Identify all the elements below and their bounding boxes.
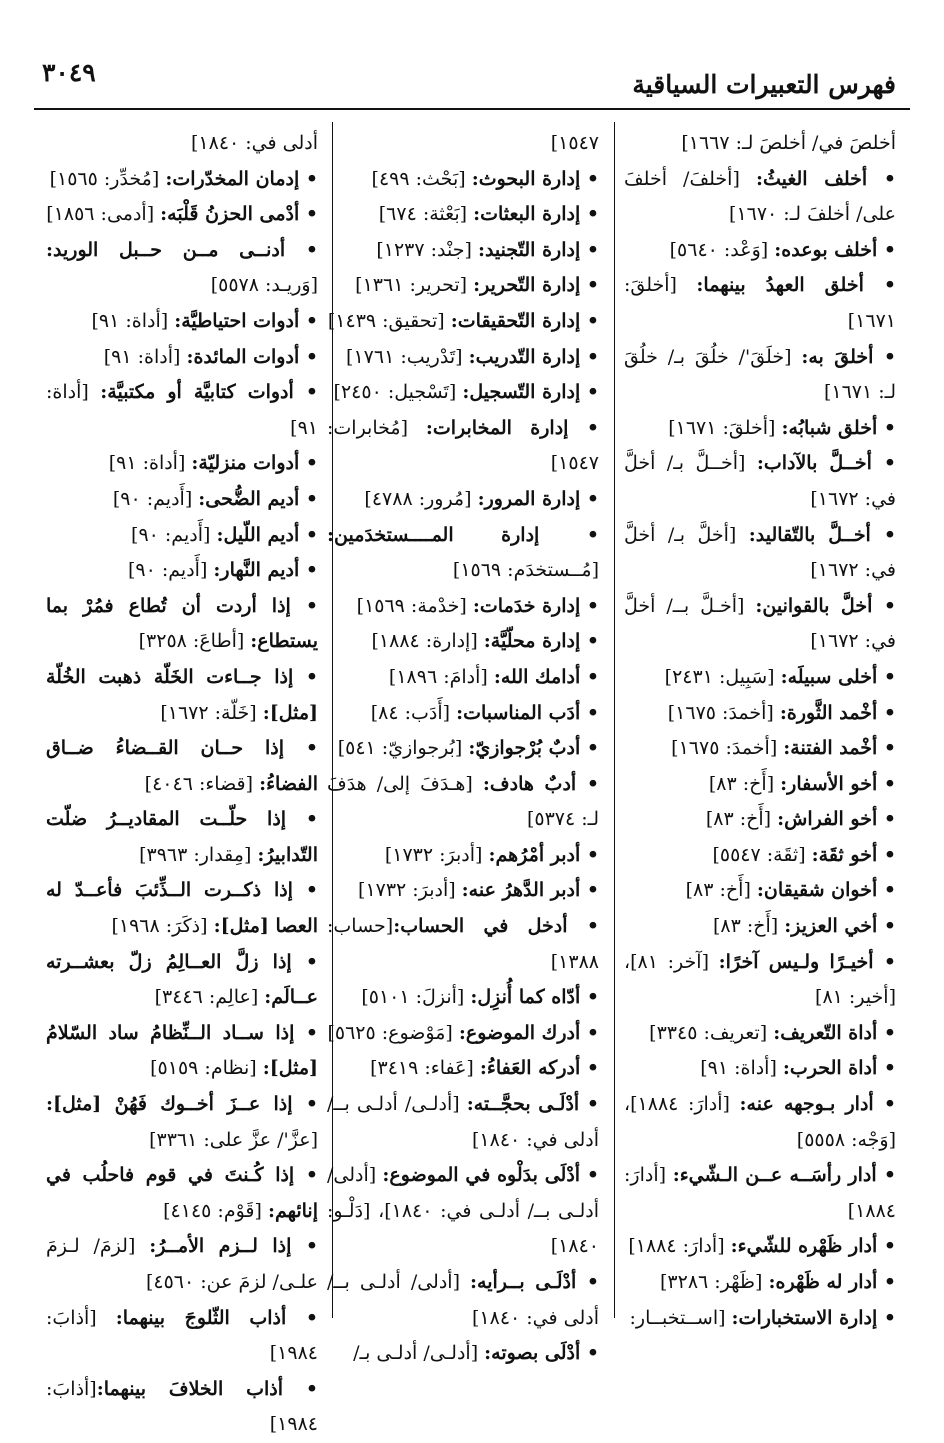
index-reference: [أدارَ: ١٨٨٤]، [وَجْه: ٥٥٥٨] [624, 1093, 896, 1151]
index-term: أدْلَـى بــرأيه: [470, 1271, 577, 1293]
index-entry [624, 909, 896, 945]
index-reference: [حساب: ١٣٨٨] [327, 915, 599, 973]
index-entry [624, 1158, 896, 1229]
index-entry [327, 1336, 599, 1372]
index-column-middle [327, 126, 599, 1372]
index-reference: [أخلقَ: ١٦٧١] [668, 416, 782, 439]
index-entry [327, 1158, 599, 1265]
index-reference: [أدلى/ أدلـى بــ/ أدلـى في: ١٨٤٠]، [دَلْـو: ١٨٤٠] [327, 1164, 599, 1258]
index-term: أدْمى الحزنُ قَلْبَه: [160, 203, 300, 226]
index-entry [327, 838, 599, 874]
index-reference: [آخر: ٨١]، [أخير: ٨١] [624, 950, 896, 1009]
index-reference: أخلصَ في/ أخلصَ لـ: ١٦٦٧] [681, 132, 896, 154]
index-term: إدارة التّحقيقات: [450, 309, 581, 332]
index-term: أداة الحرب: [782, 1057, 878, 1080]
index-term: إدارة المــــستخدَمين: [327, 523, 540, 546]
index-reference: [قَوْم: ٤١٤٥] [163, 1199, 268, 1222]
index-entry [327, 589, 599, 625]
index-entry [46, 553, 318, 589]
index-entry [46, 233, 318, 304]
index-term: أخلى سبيلَه: [780, 665, 878, 688]
index-term: أدار ظَهْره للشّيء: [730, 1235, 878, 1258]
index-reference: [أدمى: ١٨٥٦] [46, 203, 161, 226]
index-column-left [46, 126, 318, 1443]
index-term: إدارة المخابرات: [425, 416, 569, 439]
index-term: إدارة خدَمات: [472, 594, 581, 617]
index-term: أخو الفراش: [777, 808, 878, 831]
index-term: أخيـرًا ولـيس آخرًا: [718, 950, 874, 973]
index-term: أدوات احتياطيَّة: [174, 309, 300, 332]
index-reference: [بَعْثة: ٦٧٤] [378, 203, 474, 226]
index-reference: [أداة: ٩١] [108, 452, 192, 475]
index-reference: [بَحْث: ٤٩٩] [371, 167, 472, 190]
index-entry [327, 624, 599, 660]
index-term: أذاب الخلافَ بينهما: [96, 1377, 283, 1400]
index-term: أدامك الله: [493, 665, 581, 688]
index-term: إدارة التّجنيد: [477, 238, 581, 261]
index-term: إدارة التّحرير: [473, 274, 581, 297]
index-entry [624, 945, 896, 1016]
index-entry [327, 340, 599, 376]
index-entry [46, 945, 318, 1016]
index-reference: [وَعْد: ٥٦٤٠] [669, 238, 775, 261]
index-term: أدار بـوجهه عنه: [739, 1093, 874, 1116]
index-entry [46, 1372, 318, 1443]
index-entry [624, 1265, 896, 1301]
index-entry [624, 1087, 896, 1158]
index-term: أدنــى مــن حــبل الوريد: [46, 238, 286, 261]
index-entry [327, 767, 599, 838]
index-entry [624, 411, 896, 447]
index-term: أدركه العَفاءُ: [479, 1057, 581, 1080]
index-reference: [تَدْريب: ١٧٦١] [346, 345, 469, 368]
index-term: إذا زلَّ العــالِمُ زلّ بعشــرته عــالَم: [46, 950, 318, 1009]
index-reference: [أَخ: ٨٣] [708, 772, 781, 795]
index-term: أدبر الدَّهرُ عنه: [461, 879, 581, 902]
page-title: فهرس التعبيرات السياقية [632, 70, 896, 99]
index-term: إدارة الاستخبارات: [731, 1306, 878, 1329]
index-entry [46, 1016, 318, 1087]
index-entry [46, 340, 318, 376]
index-term: إذا جــاءت الخَلّة ذهبت الخُلّة [مثل]: [46, 665, 318, 724]
index-term: إذا حــان القــضاءُ ضــاق الفضاءُ: [46, 737, 318, 795]
index-reference: [أخمدَ: ١٦٧٥] [671, 737, 784, 760]
index-term: أخلق شبابُه: [781, 416, 878, 439]
index-term: إذا لــزم الأمــرُ: [149, 1235, 292, 1258]
index-term: إدارة التّسجيل: [462, 381, 581, 404]
index-reference: [أَخ: ٨٣] [705, 808, 778, 831]
index-reference: [عَفاء: ٣٤١٩] [370, 1057, 480, 1080]
column-divider [332, 122, 333, 1318]
index-reference: [أدلـى/ أدلـى بـ/ [353, 1342, 485, 1365]
index-entry [327, 268, 599, 304]
index-entry [624, 731, 896, 767]
index-term: إدارة المرور: [477, 487, 581, 510]
index-reference: [اســتخبــار: [629, 1306, 732, 1329]
index-term: أذاب الثّلوجَ بينهما: [115, 1306, 287, 1329]
index-entry [46, 375, 318, 446]
index-reference: [أدارَ: ١٨٨٤] [628, 1235, 731, 1258]
index-reference: [أداة: ٩١] [103, 345, 187, 368]
index-reference: [أداة: ٩١] [700, 1057, 783, 1080]
index-entry [46, 1229, 318, 1300]
page-number: ٣٠٤٩ [42, 58, 96, 87]
index-reference: [ظَهْر: ٣٢٨٦] [659, 1271, 769, 1293]
index-entry [46, 802, 318, 873]
index-term: إدارة محلّيَّة: [483, 630, 581, 653]
index-reference: [خَلّة: ١٦٧٢] [160, 701, 263, 724]
index-reference: [مُرور: ٤٧٨٨] [364, 487, 478, 510]
index-reference: [أطاعَ: ٣٢٥٨] [138, 630, 251, 653]
index-reference: [أَخ: ٨٣] [712, 915, 785, 938]
index-entry [46, 197, 318, 233]
column-divider [614, 122, 615, 1318]
index-entry [46, 162, 318, 198]
index-entry [327, 126, 599, 162]
index-entry [46, 873, 318, 944]
index-entry [327, 304, 599, 340]
index-reference: [مِقدار: ٣٩٦٣] [139, 843, 258, 866]
index-term: أدْلَى بصوته: [484, 1342, 581, 1365]
index-term: إدارة التّدريب: [468, 345, 581, 368]
index-entry [624, 696, 896, 732]
index-entry [624, 767, 896, 803]
index-reference: [أخـلَّ بــ/ أخلَّ في: ١٦٧٢] [624, 594, 896, 653]
index-reference: [أداة: ٩١] [91, 309, 175, 332]
index-column-right [624, 126, 896, 1336]
index-entry [46, 731, 318, 802]
index-reference: [تَسْجيل: ٢٤٥٠] [333, 381, 463, 404]
index-term: أدوات المائدة: [186, 345, 300, 368]
index-term: إذا ســاد الــنِّظامُ ساد السّلامُ [مثل]: [46, 1021, 318, 1080]
index-reference: [أدلى/ أدلـى بــ/ أدلى في: ١٨٤٠] [327, 1271, 599, 1329]
index-term: أدبٌ بُرْجوازيّ: [468, 737, 581, 760]
index-reference: [أخلقَ: ١٦٧١] [624, 274, 896, 332]
index-term: إذا عــزَ أخــوك فَهُنْ [مثل]: [46, 1093, 293, 1116]
index-entry [624, 268, 896, 339]
index-reference: [ثقَة: ٥٥٤٧] [712, 843, 812, 866]
index-term: إدارة البحوث: [471, 167, 581, 190]
header-rule [34, 108, 910, 110]
index-reference: [سَبِيل: ٢٤٣١] [664, 665, 781, 688]
index-reference: [أخمدَ: ١٦٧٥] [667, 701, 780, 724]
index-entry [327, 375, 599, 411]
index-term: أدْلَى بدَلْوه في الموضوع: [382, 1164, 581, 1187]
index-reference: [خدْمة: ١٥٦٩] [356, 594, 473, 617]
index-term: أخو ثقَة: [811, 843, 878, 866]
index-entry [327, 660, 599, 696]
index-entry [327, 696, 599, 732]
index-term: أدار له ظَهْره: [768, 1271, 878, 1293]
index-reference: أدلى في: ١٨٤٠] [190, 132, 318, 154]
index-entry [624, 162, 896, 233]
index-reference: [وَريـد: ٥٥٧٨] [210, 274, 318, 297]
index-term: أخلَّ بالقوانين: [755, 594, 873, 617]
index-entry [46, 446, 318, 482]
index-entry [327, 1016, 599, 1052]
index-entry [624, 873, 896, 909]
index-term: أخلقَ به: [801, 345, 874, 368]
index-reference: [أذابَ: ١٩٨٤] [46, 1306, 318, 1365]
index-reference: [مَوْضوع: ٥٦٢٥] [327, 1021, 459, 1044]
index-entry [624, 660, 896, 696]
index-entry [46, 126, 318, 162]
index-reference: [أَديم: ٩٠] [131, 523, 217, 546]
index-reference: [مُــستخدَم: ١٥٦٩] [452, 559, 599, 582]
index-term: أدخل في الحساب: [393, 915, 568, 938]
index-reference: [ذكَرَ: ١٩٦٨] [111, 915, 214, 938]
index-term: أدرك الموضوع: [458, 1021, 581, 1044]
index-term: إذا حلّــت المقاديــرُ ضلّت التّدابيرُ: [46, 808, 318, 866]
index-reference: [مُخدِّر: ١٥٦٥] [49, 167, 166, 190]
index-reference: [أدارَ: ١٨٨٤] [624, 1164, 896, 1222]
index-entry [624, 340, 896, 411]
index-reference: [جنْد: ١٢٣٧] [376, 238, 478, 261]
index-reference: [قضاء: ٤٠٤٦] [144, 772, 260, 795]
index-term: أدار رأسَــه عــن الـشّيء: [672, 1164, 877, 1187]
index-reference: [أدلـى/ أدلـى بــ/ أدلى في: ١٨٤٠] [327, 1093, 599, 1151]
index-reference: [تحقيق: ١٤٣٩] [327, 309, 451, 332]
index-entry [624, 518, 896, 589]
index-entry [327, 1265, 599, 1336]
index-term: إذا ذكــرت الــذِّئبَ فأعــدّ له العصا [مثل]: [46, 879, 318, 938]
index-entry [327, 197, 599, 233]
index-reference: [أَخ: ٨٣] [685, 879, 757, 902]
index-term: أخــلَّ بالآداب: [756, 452, 872, 475]
index-entry [327, 411, 599, 482]
index-entry [46, 518, 318, 554]
index-term: أخْمد الثَّورة: [779, 701, 878, 724]
index-reference: [أخــلَّ بـ/ أخلَّ في: ١٦٧٢] [624, 452, 896, 510]
index-reference: [مُخابرات: ١٥٤٧] [327, 416, 599, 475]
index-entry [46, 589, 318, 660]
index-reference: [أداة: ٩١] [46, 381, 318, 439]
index-entry [46, 660, 318, 731]
index-entry [327, 873, 599, 909]
index-term: أدبر أمْرُهم: [488, 843, 581, 866]
index-term: أديم اللّيل: [216, 523, 300, 546]
index-entry [46, 1087, 318, 1158]
index-entry [46, 1158, 318, 1229]
index-entry [327, 731, 599, 767]
index-term: أديم الضُّحى: [198, 487, 300, 510]
index-reference: [نظام: ٥١٥٩] [150, 1057, 263, 1080]
index-term: أدّاه كما أُنزِل: [470, 986, 581, 1009]
index-entry [327, 233, 599, 269]
index-term: أداة التّعريف: [773, 1021, 878, 1044]
index-reference: [هـدَفَ إلى/ هدَفَ لـ: ٥٣٧٤] [327, 772, 599, 831]
index-term: أديم النَّهار: [213, 559, 300, 582]
index-entry [46, 1301, 318, 1372]
index-reference: [أدامَ: ١٨٩٦] [388, 665, 494, 688]
index-entry [327, 1051, 599, 1087]
index-term: أخو الأسفار: [780, 772, 878, 795]
index-entry [624, 446, 896, 517]
index-term: أدْلَـى بحجَّــته: [466, 1093, 580, 1116]
index-reference: [تحرير: ١٣٦١] [355, 274, 474, 297]
index-entry [327, 482, 599, 518]
index-reference: [لزمَ/ لـزمَ علـى/ لزمَ عن: ٤٥٦٠] [46, 1235, 318, 1293]
index-term: أخــلَّ بالتّقاليد: [748, 523, 871, 546]
index-entry [327, 980, 599, 1016]
index-reference: [أخلَّ بـ/ أخلَّ في: ١٦٧٢] [624, 523, 896, 582]
index-entry [624, 233, 896, 269]
index-entry [624, 1301, 896, 1337]
index-entry [624, 126, 896, 162]
index-reference: [أَديم: ٩٠] [127, 559, 214, 582]
index-reference: [عزَّ'/ عزَّ على: ٣٣٦١] [149, 1128, 318, 1151]
index-entry [327, 1087, 599, 1158]
index-reference: [إدارة: ١٨٨٤] [371, 630, 484, 653]
index-entry [624, 1229, 896, 1265]
index-term: إذا أردت أن تُطاع فمُرْ بما يستطاع: [46, 594, 318, 653]
index-reference: [خلَقَ'/ خلُقَ بـ/ خلُقَ لـ: ١٦٧١] [624, 345, 896, 404]
index-reference: [عالِم: ٣٤٤٦] [154, 986, 265, 1009]
index-term: أدَب المناسبات: [456, 701, 581, 724]
index-entry [624, 1016, 896, 1052]
index-entry [327, 518, 599, 589]
index-entry [624, 1051, 896, 1087]
index-reference: [أدبرَ: ١٧٣٢] [358, 879, 462, 902]
index-term: أخي العزيز: [784, 915, 878, 938]
index-term: أدبٌ هادف: [482, 772, 577, 795]
index-reference: [أنزلَ: ٥١٠١] [361, 986, 471, 1009]
index-entry [327, 162, 599, 198]
index-term: إذا كُـنتَ في قوم فاحلُب في إنائهم: [46, 1164, 318, 1222]
index-reference: [أذابَ: ١٩٨٤] [46, 1377, 318, 1436]
index-reference: [بُرجوازيّ: ٥٤١] [337, 737, 469, 760]
index-term: أخلف الغيثُ: [755, 167, 868, 190]
index-reference: [أدبرَ: ١٧٣٢] [384, 843, 489, 866]
index-reference: ١٥٤٧] [550, 132, 599, 154]
index-term: أدوات منزليّة: [191, 452, 300, 475]
index-entry [46, 482, 318, 518]
index-term: إدارة البعثات: [473, 203, 581, 226]
index-term: أخوان شقيقان: [756, 879, 878, 902]
index-entry [46, 304, 318, 340]
index-reference: [أَدَب: ٨٤] [370, 701, 457, 724]
index-term: إدمان المخدّرات: [165, 167, 300, 190]
index-entry [624, 802, 896, 838]
index-reference: [أَديم: ٩٠] [112, 487, 199, 510]
index-entry [624, 838, 896, 874]
index-reference: [تعريف: ٣٣٤٥] [649, 1021, 774, 1044]
index-term: أخْمد الفتنة: [783, 737, 878, 760]
index-entry [624, 589, 896, 660]
index-entry [327, 909, 599, 980]
index-term: أدوات كتابيَّة أو مكتبيَّة: [100, 381, 294, 404]
index-term: أخلف بوعده: [774, 238, 878, 261]
index-reference: [أخلفَ/ أخلفَ على/ أخلفَ لـ: ١٦٧٠] [624, 167, 896, 226]
index-term: أخلق العهدُ بينهما: [696, 274, 864, 297]
